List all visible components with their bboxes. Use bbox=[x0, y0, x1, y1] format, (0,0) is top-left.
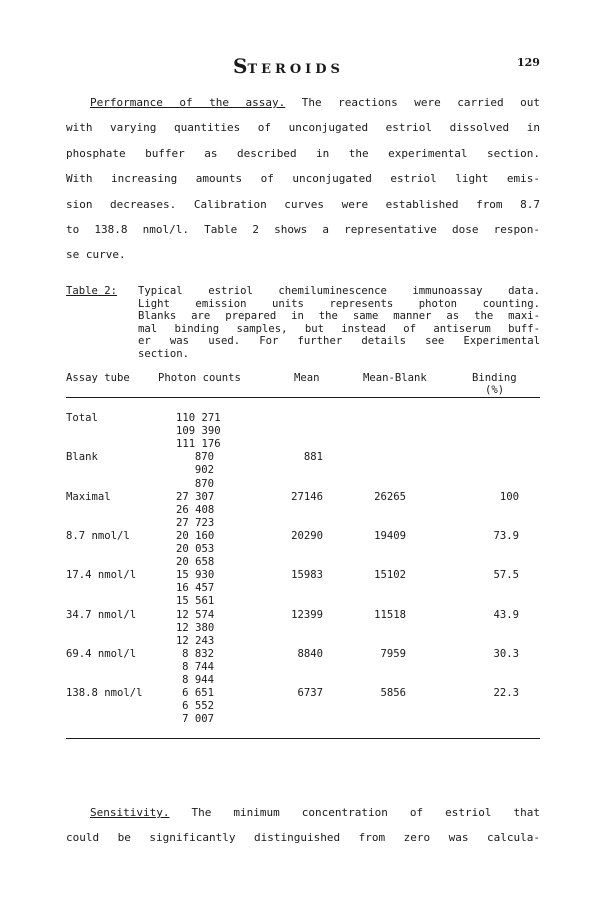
table-row bbox=[66, 687, 540, 700]
table-row bbox=[66, 556, 540, 569]
cell-photon-counts: 870 bbox=[194, 477, 214, 490]
cell-photon-counts: 20 160 bbox=[176, 529, 215, 542]
cell-photon-counts: 8 944 bbox=[182, 674, 214, 686]
cell-mean-blank: 15102 bbox=[374, 569, 406, 582]
column-header-mean: Mean bbox=[294, 372, 320, 384]
cell-photon-counts: 12 380 bbox=[176, 621, 215, 634]
table-row bbox=[66, 635, 540, 648]
column-header-binding-unit: (%) bbox=[485, 384, 505, 396]
table-row bbox=[66, 595, 540, 608]
cell-photon-counts: 27 723 bbox=[176, 516, 215, 529]
cell-photon-counts: 27 307 bbox=[176, 490, 215, 503]
paragraph-line: sion decreases. Calibration curves were established from 8.7 bbox=[66, 197, 540, 211]
cell-mean: 8840 bbox=[297, 647, 323, 660]
column-header-mean-blank: Mean-Blank bbox=[363, 372, 427, 384]
table-row bbox=[66, 582, 540, 595]
section-heading-sensitivity: Sensitivity. bbox=[90, 806, 170, 819]
paragraph-text: The reactions were carried out bbox=[285, 96, 540, 109]
paragraph-line bbox=[66, 96, 540, 121]
column-header-assay-tube: Assay tube bbox=[66, 372, 130, 384]
cell-photon-counts: 12 243 bbox=[176, 634, 215, 647]
cell-photon-counts: 6 651 bbox=[182, 687, 214, 700]
cell-assay-tube: 17.4 nmol/l bbox=[66, 569, 137, 582]
table-row bbox=[66, 451, 540, 464]
paragraph-line bbox=[66, 806, 540, 831]
cell-mean: 881 bbox=[303, 451, 323, 464]
cell-mean: 15983 bbox=[291, 569, 323, 582]
caption-line: section. bbox=[138, 347, 190, 360]
caption-line: Typical estriol chemiluminescence immunoassay data. bbox=[138, 285, 540, 297]
cell-photon-counts: 16 457 bbox=[176, 582, 215, 595]
cell-assay-tube: Blank bbox=[66, 451, 98, 464]
table-caption-label: Table 2: bbox=[66, 285, 118, 297]
cell-mean: 12399 bbox=[291, 608, 323, 621]
caption-line: Blanks are prepared in the same manner as the maxi- bbox=[138, 310, 540, 323]
cell-binding: 43.9 bbox=[493, 608, 519, 621]
cell-photon-counts: 20 053 bbox=[176, 543, 215, 555]
table-row bbox=[66, 609, 540, 622]
journal-title bbox=[233, 54, 344, 78]
bottom-rule bbox=[66, 738, 540, 739]
cell-photon-counts: 902 bbox=[194, 464, 214, 477]
paragraph-text: The minimum concentration of estriol that bbox=[169, 806, 540, 819]
paragraph-line: phosphate buffer as described in the experimental section. bbox=[66, 146, 540, 160]
cell-photon-counts: 870 bbox=[194, 451, 214, 464]
journal-title-initial: S bbox=[233, 54, 248, 78]
running-header bbox=[0, 54, 605, 78]
table-row bbox=[66, 412, 540, 425]
cell-photon-counts: 15 930 bbox=[176, 569, 215, 582]
cell-photon-counts: 7 007 bbox=[182, 713, 214, 726]
cell-assay-tube: 138.8 nmol/l bbox=[66, 687, 143, 700]
table-row bbox=[66, 464, 540, 477]
cell-assay-tube: 8.7 nmol/l bbox=[66, 529, 130, 542]
cell-binding: 73.9 bbox=[493, 529, 519, 542]
cell-mean-blank: 11518 bbox=[374, 608, 406, 621]
journal-title-rest: TEROIDS bbox=[247, 62, 344, 77]
cell-photon-counts: 8 832 bbox=[182, 647, 214, 660]
cell-mean: 6737 bbox=[297, 687, 323, 700]
table-caption bbox=[66, 285, 540, 361]
table-row bbox=[66, 504, 540, 517]
table-row bbox=[66, 517, 540, 530]
paragraph-sensitivity bbox=[66, 806, 540, 857]
table-row bbox=[66, 713, 540, 726]
cell-photon-counts: 20 658 bbox=[176, 556, 215, 569]
header-rule bbox=[66, 397, 540, 398]
cell-binding: 57.5 bbox=[493, 569, 519, 582]
table-row bbox=[66, 425, 540, 438]
table-row bbox=[66, 543, 540, 556]
cell-assay-tube: Total bbox=[66, 412, 98, 424]
cell-photon-counts: 111 176 bbox=[176, 438, 221, 451]
paragraph-line: With increasing amounts of unconjugated estriol light emis- bbox=[66, 172, 540, 186]
cell-photon-counts: 6 552 bbox=[182, 700, 214, 713]
table-caption-body bbox=[138, 285, 540, 361]
table-row bbox=[66, 478, 540, 491]
cell-assay-tube: Maximal bbox=[66, 490, 111, 503]
cell-photon-counts: 109 390 bbox=[176, 425, 221, 438]
cell-mean-blank: 7959 bbox=[380, 647, 406, 660]
paragraph-performance bbox=[66, 96, 540, 274]
table-row bbox=[66, 569, 540, 582]
table-row bbox=[66, 438, 540, 451]
section-heading-performance: Performance of the assay. bbox=[90, 96, 286, 109]
paragraph-line: could be significantly distinguished from zero was calcula- bbox=[66, 831, 540, 845]
paragraph-line: se curve. bbox=[66, 248, 126, 262]
cell-photon-counts: 110 271 bbox=[176, 412, 221, 424]
cell-mean-blank: 26265 bbox=[374, 490, 406, 503]
paragraph-line: with varying quantities of unconjugated estriol dissolved in bbox=[66, 121, 540, 135]
cell-binding: 30.3 bbox=[493, 647, 519, 660]
cell-mean: 20290 bbox=[291, 529, 323, 542]
column-header-photon-counts: Photon counts bbox=[158, 372, 241, 384]
column-header-binding: Binding bbox=[472, 372, 517, 384]
table-row bbox=[66, 674, 540, 687]
page-number: 129 bbox=[517, 56, 540, 69]
cell-assay-tube: 69.4 nmol/l bbox=[66, 647, 137, 660]
cell-binding: 22.3 bbox=[493, 687, 519, 700]
table-row bbox=[66, 648, 540, 661]
caption-line: er was used. For further details see Experimental bbox=[138, 335, 540, 348]
cell-assay-tube: 34.7 nmol/l bbox=[66, 608, 137, 621]
cell-mean: 27146 bbox=[291, 490, 323, 503]
table-row bbox=[66, 622, 540, 635]
cell-photon-counts: 15 561 bbox=[176, 595, 215, 608]
paragraph-line: to 138.8 nmol/l. Table 2 shows a representative dose respon- bbox=[66, 222, 540, 236]
cell-photon-counts: 26 408 bbox=[176, 503, 215, 516]
cell-mean-blank: 19409 bbox=[374, 529, 406, 542]
cell-photon-counts: 8 744 bbox=[182, 660, 214, 673]
cell-mean-blank: 5856 bbox=[380, 687, 406, 700]
cell-binding: 100 bbox=[499, 490, 519, 503]
table-row bbox=[66, 661, 540, 674]
caption-line: Light emission units represents photon counting. bbox=[138, 297, 540, 310]
table-row bbox=[66, 491, 540, 504]
table-row bbox=[66, 700, 540, 713]
caption-line: mal binding samples, but instead of antiserum buff- bbox=[138, 322, 540, 335]
table-row bbox=[66, 530, 540, 543]
cell-photon-counts: 12 574 bbox=[176, 608, 215, 621]
